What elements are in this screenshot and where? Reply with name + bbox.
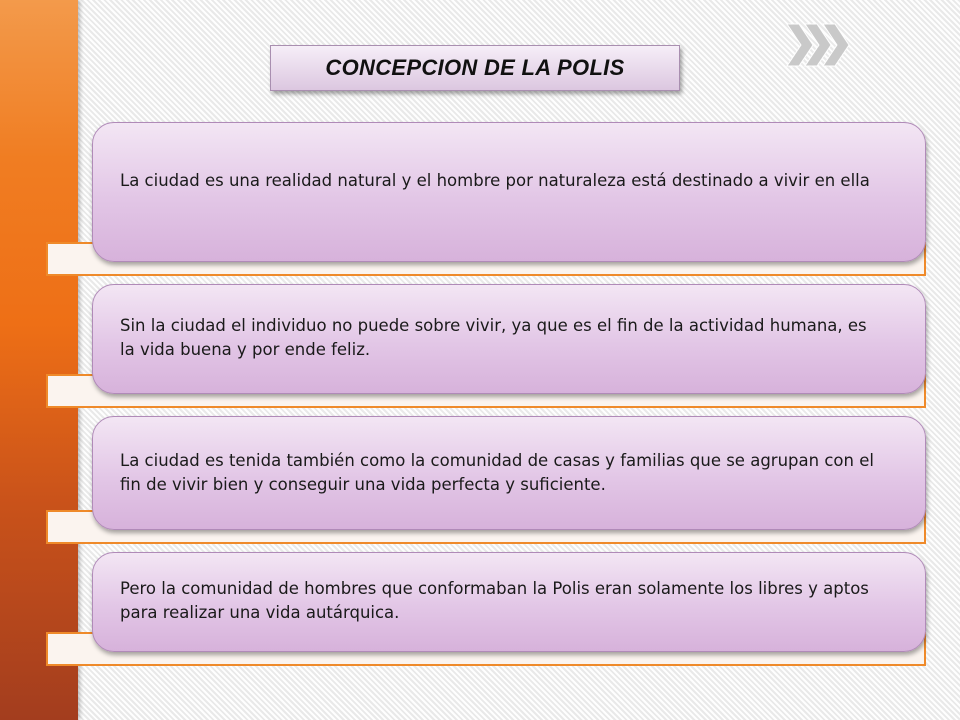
card-text-1: La ciudad es una realidad natural y el hombre por naturaleza está destinado a vivir en ella <box>120 171 870 190</box>
card-text-4: Pero la comunidad de hombres que conformaban la Polis eran solamente los libres y aptos para realizar una vida autárquica. <box>120 579 869 622</box>
side-accent-bar <box>0 0 78 720</box>
page-title: CONCEPCION DE LA POLIS <box>325 55 625 80</box>
card-text-3: La ciudad es tenida también como la comunidad de casas y familias que se agrupan con el fin de vivir bien y conseguir una vida perfecta y suficiente. <box>120 451 874 494</box>
content-card-3 <box>92 416 926 530</box>
content-card-4 <box>92 552 926 652</box>
content-card-1 <box>92 122 926 262</box>
title-box <box>270 45 680 91</box>
chevron-triple-icon <box>785 20 855 70</box>
card-text-2: Sin la ciudad el individuo no puede sobre vivir, ya que es el fin de la actividad humana, es la vida buena y por ende feliz. <box>120 316 867 359</box>
content-card-2 <box>92 284 926 394</box>
